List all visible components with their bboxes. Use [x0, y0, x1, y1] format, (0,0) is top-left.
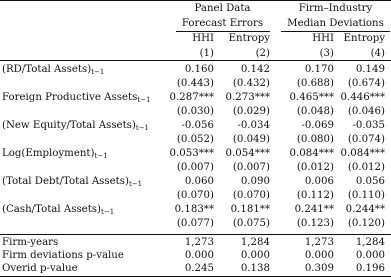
coefficient-cell: 0.244** — [345, 204, 385, 215]
row-label-subscript: t−1 — [91, 68, 105, 76]
row-label-text: Log(Employment) — [2, 148, 95, 159]
std-error-cell: (0.674) — [347, 78, 385, 89]
subgroup-header-median: Median Deviations — [287, 18, 384, 29]
std-error-cell: (0.110) — [347, 190, 385, 201]
footer-label: Firm-years — [2, 237, 59, 248]
group-underline-2 — [281, 31, 390, 32]
column-header-3: HHI — [312, 33, 334, 44]
coefficient-cell: 0.287*** — [169, 92, 214, 103]
std-error-cell: (0.048) — [296, 106, 334, 117]
row-label-text: (New Equity/Total Assets) — [2, 120, 136, 131]
coefficient-cell: 0.181** — [230, 204, 270, 215]
footer-value: 1,273 — [184, 237, 214, 248]
column-number-3: (3) — [319, 48, 334, 59]
std-error-cell: (0.432) — [232, 78, 270, 89]
footer-label: Firm deviations p-value — [2, 250, 124, 261]
coefficient-cell: 0.056 — [355, 176, 385, 187]
std-error-cell: (0.080) — [296, 134, 334, 145]
coefficient-cell: 0.053*** — [169, 148, 214, 159]
coefficient-cell: 0.183** — [174, 204, 214, 215]
coefficient-cell: 0.084*** — [289, 148, 334, 159]
std-error-cell: (0.070) — [176, 190, 214, 201]
group-header-firm-industry: Firm–Industry — [298, 3, 373, 14]
row-label — [2, 93, 150, 103]
footer-value: 0.000 — [240, 250, 270, 261]
footer-value: 0.000 — [304, 250, 334, 261]
footer-value: 1,273 — [304, 237, 334, 248]
coefficient-cell: 0.006 — [304, 176, 334, 187]
row-label — [2, 65, 104, 75]
footer-value: 0.138 — [240, 263, 270, 274]
coefficient-cell: -0.056 — [181, 120, 214, 131]
row-label — [2, 177, 142, 187]
std-error-cell: (0.123) — [296, 218, 334, 229]
coefficient-cell: -0.035 — [352, 120, 385, 131]
coefficient-cell: 0.170 — [304, 64, 334, 75]
coefficient-cell: 0.241** — [294, 204, 334, 215]
column-number-4: (4) — [370, 48, 385, 59]
footer-value: 0.245 — [184, 263, 214, 274]
std-error-cell: (0.012) — [296, 162, 334, 173]
row-label-subscript: t−1 — [128, 180, 143, 188]
std-error-cell: (0.012) — [347, 162, 385, 173]
std-error-cell: (0.075) — [232, 218, 270, 229]
row-label — [2, 121, 149, 131]
group-underline-1 — [176, 31, 270, 32]
column-header-2: Entropy — [228, 33, 270, 44]
coefficient-cell: 0.090 — [240, 176, 270, 187]
std-error-cell: (0.007) — [176, 162, 214, 173]
column-number-2: (2) — [255, 48, 270, 59]
row-label-text: (RD/Total Assets) — [2, 64, 92, 75]
coefficient-cell: 0.084*** — [340, 148, 385, 159]
row-label-subscript: t−1 — [94, 152, 108, 160]
std-error-cell: (0.120) — [347, 218, 385, 229]
std-error-cell: (0.049) — [232, 134, 270, 145]
column-header-1: HHI — [192, 33, 214, 44]
std-error-cell: (0.052) — [176, 134, 214, 145]
std-error-cell: (0.443) — [176, 78, 214, 89]
footer-value: 0.000 — [184, 250, 214, 261]
column-number-1: (1) — [199, 48, 214, 59]
row-label-subscript: t−1 — [135, 124, 150, 132]
row-label — [2, 149, 108, 159]
row-label-text: (Cash/Total Assets) — [2, 204, 102, 215]
std-error-cell: (0.070) — [232, 190, 270, 201]
column-header-4: Entropy — [343, 33, 385, 44]
coefficient-cell: -0.034 — [237, 120, 270, 131]
std-error-cell: (0.074) — [347, 134, 385, 145]
row-label-subscript: t−1 — [137, 96, 151, 104]
row-label-text: Foreign Productive Assets — [2, 92, 138, 103]
std-error-cell: (0.030) — [176, 106, 214, 117]
std-error-cell: (0.688) — [296, 78, 334, 89]
row-label — [2, 205, 114, 215]
row-label-subscript: t−1 — [101, 208, 115, 216]
std-error-cell: (0.029) — [232, 106, 270, 117]
footer-value: 0.309 — [304, 263, 334, 274]
top-rule — [0, 0, 391, 1]
footer-value: 0.000 — [355, 250, 385, 261]
coefficient-cell: 0.465*** — [289, 92, 334, 103]
footer-value: 0.196 — [355, 263, 385, 274]
footer-value: 1,284 — [240, 237, 270, 248]
std-error-cell: (0.077) — [176, 218, 214, 229]
row-label-text: (Total Debt/Total Assets) — [2, 176, 129, 187]
midfoot-rule — [0, 234, 391, 235]
coefficient-cell: 0.054*** — [225, 148, 270, 159]
coefficient-cell: 0.149 — [355, 64, 385, 75]
std-error-cell: (0.046) — [347, 106, 385, 117]
header-rule — [0, 60, 391, 61]
coefficient-cell: -0.069 — [301, 120, 334, 131]
std-error-cell: (0.112) — [296, 190, 334, 201]
footer-value: 1,284 — [355, 237, 385, 248]
footer-label: Overid p-value — [2, 263, 78, 274]
coefficient-cell: 0.142 — [240, 64, 270, 75]
coefficient-cell: 0.273*** — [225, 92, 270, 103]
group-header-panel: Panel Data — [194, 3, 251, 14]
coefficient-cell: 0.060 — [184, 176, 214, 187]
coefficient-cell: 0.160 — [184, 64, 214, 75]
std-error-cell: (0.007) — [232, 162, 270, 173]
coefficient-cell: 0.446*** — [340, 92, 385, 103]
subgroup-header-forecast: Forecast Errors — [181, 18, 264, 29]
